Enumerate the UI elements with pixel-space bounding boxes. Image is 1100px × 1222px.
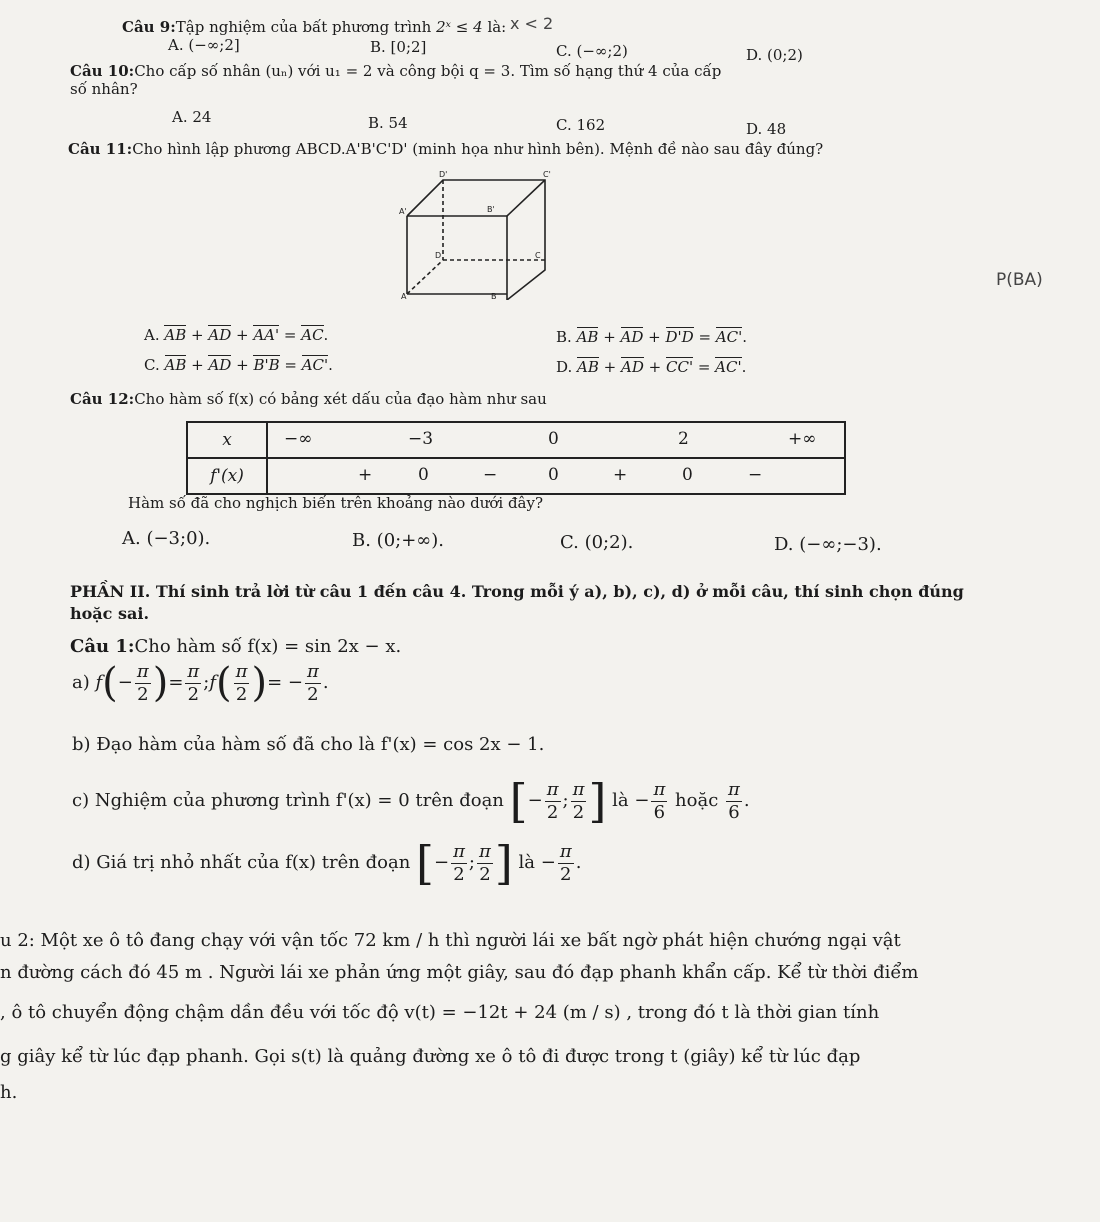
q10-label: Câu 10: (70, 62, 135, 80)
q12-option-c: C. (0;2). (560, 532, 634, 553)
part2-title: PHẦN II. Thí sinh trả lời từ câu 1 đến câu 4. Trong mỗi ý a), b), c), d) ở mỗi câu, thí sinh chọn đúng (70, 582, 964, 601)
q9-option-b: B. [0;2] (370, 38, 427, 56)
x-neg-inf: −∞ (284, 429, 313, 449)
cube-label-top-left: A' (399, 207, 407, 216)
c1-text: Cho hàm số f(x) = sin 2x − x. (134, 636, 402, 657)
q10-text: Cho cấp số nhân (uₙ) với u₁ = 2 và công bội q = 3. Tìm số hạng thứ 4 của cấp (134, 62, 722, 80)
c2-line-4: g giây kể từ lúc đạp phanh. Gọi s(t) là quảng đường xe ô tô đi được trong t (giây) kể từ lúc đạp (0, 1046, 861, 1067)
c2-line-1: u 2: Một xe ô tô đang chạy với vận tốc 72 km / h thì người lái xe bất ngờ phát hiện chướng ngại vật (0, 930, 901, 951)
q10-option-a: A. 24 (172, 108, 212, 126)
sign-1: + (358, 465, 373, 485)
q12-option-a: A. (−3;0). (122, 528, 211, 549)
c1-stem (70, 636, 401, 657)
q9-stem (122, 18, 506, 36)
handwritten-note: x < 2 (510, 14, 554, 33)
q9-option-d: D. (0;2) (746, 46, 803, 64)
c1-a-label: a) (72, 672, 90, 693)
c1-c-la: là (612, 790, 629, 811)
cube-label-mid-right: C (535, 251, 541, 260)
sign-table-head-x: x (187, 422, 267, 458)
q9-option-c: C. (−∞;2) (556, 42, 628, 60)
sign-5: + (613, 465, 628, 485)
sign-table-row-fprime (187, 458, 845, 494)
sign-table (186, 421, 846, 495)
c1-d-la: là (518, 852, 536, 873)
q9-expr: 2ˣ ≤ 4 (436, 18, 483, 36)
q11-option-c: C. AB + AD + B'B = AC'. (144, 356, 333, 374)
c2-line-5: h. (0, 1082, 18, 1103)
c1-d-text: d) Giá trị nhỏ nhất của f(x) trên đoạn (72, 852, 411, 873)
q12-option-d: D. (−∞;−3). (774, 534, 882, 555)
sign-table-head-fprime: f'(x) (187, 458, 267, 494)
c1-c-hoac: hoặc (675, 790, 719, 811)
handwritten-note-2: P(BA) (996, 270, 1043, 290)
sign-7: − (748, 465, 763, 485)
q12-question: Hàm số đã cho nghịch biến trên khoảng nào dưới đây? (128, 494, 544, 512)
sign-6: 0 (682, 465, 693, 485)
c1-c-text: c) Nghiệm của phương trình f'(x) = 0 trên đoạn (72, 790, 504, 811)
q10-option-c: C. 162 (556, 116, 606, 134)
part2-title-2: hoặc sai. (70, 604, 150, 623)
q11-stem (68, 140, 823, 158)
q12-label: Câu 12: (70, 390, 135, 408)
sign-3: − (483, 465, 498, 485)
cube-label-top-far: D' (439, 170, 448, 179)
sign-4: 0 (548, 465, 559, 485)
x-two: 2 (678, 429, 689, 449)
q9-tail: là: (487, 18, 507, 36)
c1-item-b: b) Đạo hàm của hàm số đã cho là f'(x) = cos 2x − 1. (72, 734, 545, 755)
q10-stem-2: số nhân? (70, 80, 138, 98)
q11-option-b: B. AB + AD + D'D = AC'. (556, 328, 748, 346)
x-pos-inf: +∞ (788, 429, 817, 449)
q11-label: Câu 11: (68, 140, 133, 158)
c2-line-3: , ô tô chuyển động chậm dần đều với tốc độ v(t) = −12t + 24 (m / s) , trong đó t là thời gian tính (0, 1002, 880, 1023)
q12-stem (70, 390, 547, 408)
cube-label-bottom-right: B (491, 292, 497, 300)
q9-option-a: A. (−∞;2] (168, 36, 240, 54)
c1-item-c: c) Nghiệm của phương trình f'(x) = 0 trên đoạn [− $\frac{\pi}{2}$ ; $\frac{\pi}{2}$ ] là − $\frac{\pi}{6}$ hoặc $\frac{\pi}{6}$ . (72, 774, 750, 828)
sign-table-row-x (187, 422, 845, 458)
q11-text: Cho hình lập phương ABCD.A'B'C'D' (minh họa như hình bên). Mệnh đề nào sau đây đúng? (132, 140, 824, 158)
q9-label: Câu 9: (122, 18, 176, 36)
sign-2: 0 (418, 465, 429, 485)
c1-item-a: a) f(− $\frac{\pi}{2}$ )= $\frac{\pi}{2}$ ;f( $\frac{\pi}{2}$ )= − $\frac{\pi}{2}$ . (72, 660, 329, 706)
q10-stem (70, 62, 721, 80)
cube-label-bottom-left: A (401, 292, 407, 300)
q10-option-b: B. 54 (368, 114, 408, 132)
q11-option-d: D. AB + AD + CC' = AC'. (556, 358, 747, 376)
cube-label-top-mid: B' (487, 205, 495, 214)
q12-option-b: B. (0;+∞). (352, 530, 445, 551)
q12-text: Cho hàm số f(x) có bảng xét dấu của đạo hàm như sau (134, 390, 547, 408)
q10-option-d: D. 48 (746, 120, 787, 138)
q9-text: Tập nghiệm của bất phương trình (175, 18, 432, 36)
x-zero: 0 (548, 429, 559, 449)
cube-label-top-back: C' (543, 170, 551, 179)
x-minus-3: −3 (408, 429, 434, 449)
q11-option-a: A. AB + AD + AA' = AC. (144, 326, 329, 344)
c2-line-2: n đường cách đó 45 m . Người lái xe phản ứng một giây, sau đó đạp phanh khẩn cấp. Kể từ thời điểm (0, 962, 919, 983)
c1-label: Câu 1: (70, 636, 135, 657)
c1-item-d: d) Giá trị nhỏ nhất của f(x) trên đoạn [− $\frac{\pi}{2}$ ; $\frac{\pi}{2}$ ] là − $\frac{\pi}{2}$ . (72, 836, 582, 890)
cube-figure (395, 168, 565, 300)
cube-label-mid: D (435, 251, 442, 260)
